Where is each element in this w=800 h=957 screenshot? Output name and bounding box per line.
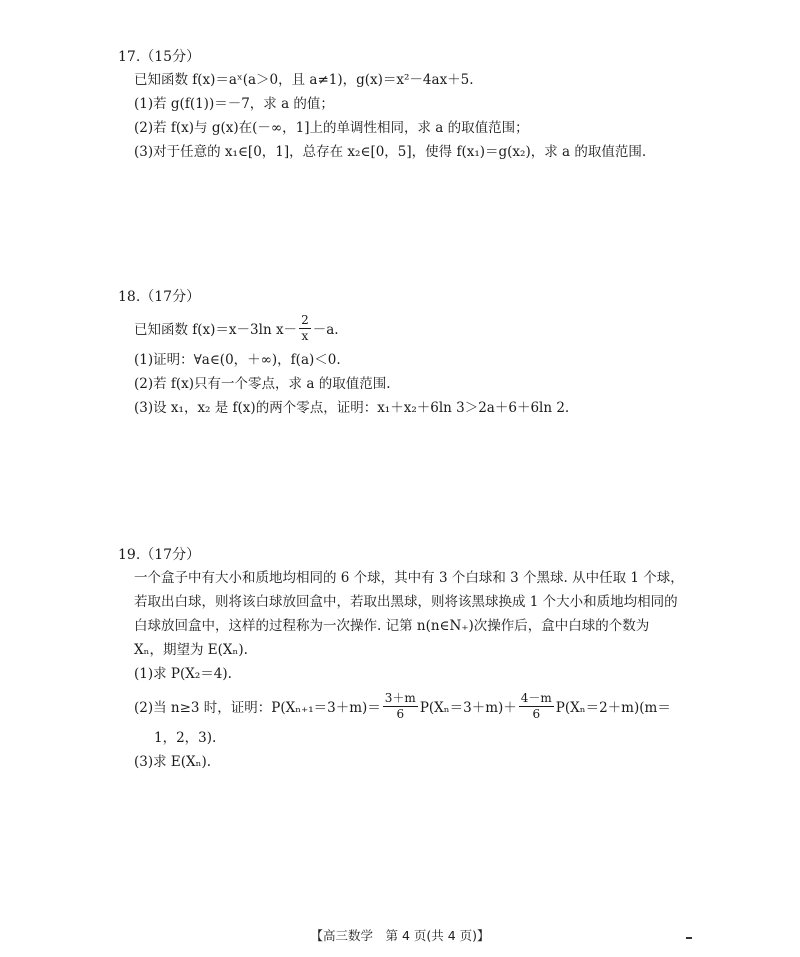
fraction-denominator: x [301, 328, 309, 343]
problem-18-given-tail: －a. [312, 322, 339, 338]
problem-18-q2: (2)若 f(x)只有一个零点，求 a 的取值范围. [134, 376, 391, 392]
problem-17-given: 已知函数 f(x)＝aˣ(a＞0，且 a≠1)，g(x)＝x²－4ax＋5. [134, 72, 474, 88]
problem-18-given [118, 308, 718, 348]
scan-mark [686, 937, 692, 939]
fraction-2-over-x [299, 313, 311, 344]
fraction-denominator: 6 [396, 706, 405, 721]
problem-19-q3: (3)求 E(Xₙ). [134, 754, 212, 770]
problem-18-header: 18.（17分） [118, 289, 201, 305]
problem-17-header: 17.（15分） [118, 49, 201, 65]
problem-18-given-text: 已知函数 f(x)＝x－3ln x－ [134, 322, 298, 338]
problem-19-q2-continued: 1，2，3). [154, 730, 217, 746]
problem-17-q2: (2)若 f(x)与 g(x)在(－∞，1]上的单调性相同，求 a 的取值范围； [134, 120, 529, 136]
problem-19 [118, 544, 718, 774]
fraction-denominator: 6 [532, 706, 541, 721]
problem-19-para-line-4: Xₙ，期望为 E(Xₙ). [134, 642, 248, 658]
problem-19-para-line-3: 白球放回盒中，这样的过程称为一次操作. 记第 n(n∈N₊)次操作后，盒中白球的个数为 [134, 618, 650, 634]
problem-17 [118, 46, 718, 164]
fraction-numerator: 4－m [520, 690, 552, 705]
problem-19-q2-tail: P(Xₙ＝2＋m)(m＝ [555, 700, 671, 716]
fraction-4-minus-m-over-6 [519, 691, 554, 722]
problem-19-q2-text: (2)当 n≥3 时，证明：P(Xₙ₊₁＝3＋m)＝ [134, 700, 381, 716]
problem-19-para-line-1: 一个盒子中有大小和质地均相同的 6 个球，其中有 3 个白球和 3 个黑球. 从中任取 1 个球， [134, 570, 684, 586]
fraction-3-plus-m-over-6 [383, 691, 418, 722]
problem-18-q1: (1)证明：∀a∈(0，＋∞)，f(a)＜0. [134, 352, 341, 368]
problem-18-q3: (3)设 x₁，x₂ 是 f(x)的两个零点，证明：x₁＋x₂＋6ln 3＞2a＋6＋6ln 2. [134, 400, 570, 416]
problem-19-header: 19.（17分） [118, 547, 201, 563]
problem-19-q2 [118, 686, 718, 726]
problem-19-para-line-2: 若取出白球，则将该白球放回盒中，若取出黑球，则将该黑球换成 1 个大小和质地均相同的 [134, 594, 678, 610]
problem-18 [118, 286, 718, 420]
fraction-numerator: 2 [301, 312, 309, 327]
problem-19-q1: (1)求 P(X₂＝4). [134, 666, 232, 682]
problem-17-q1: (1)若 g(f(1))＝－7，求 a 的值； [134, 96, 334, 112]
fraction-numerator: 3＋m [384, 690, 416, 705]
problem-19-q2-middle: P(Xₙ＝3＋m)＋ [419, 700, 517, 716]
problem-17-q3: (3)对于任意的 x₁∈[0，1]，总存在 x₂∈[0，5]，使得 f(x₁)＝g(x₂)，求 a 的取值范围. [134, 144, 647, 160]
page-footer: 【高三数学 第 4 页(共 4 页)】 [310, 928, 490, 943]
